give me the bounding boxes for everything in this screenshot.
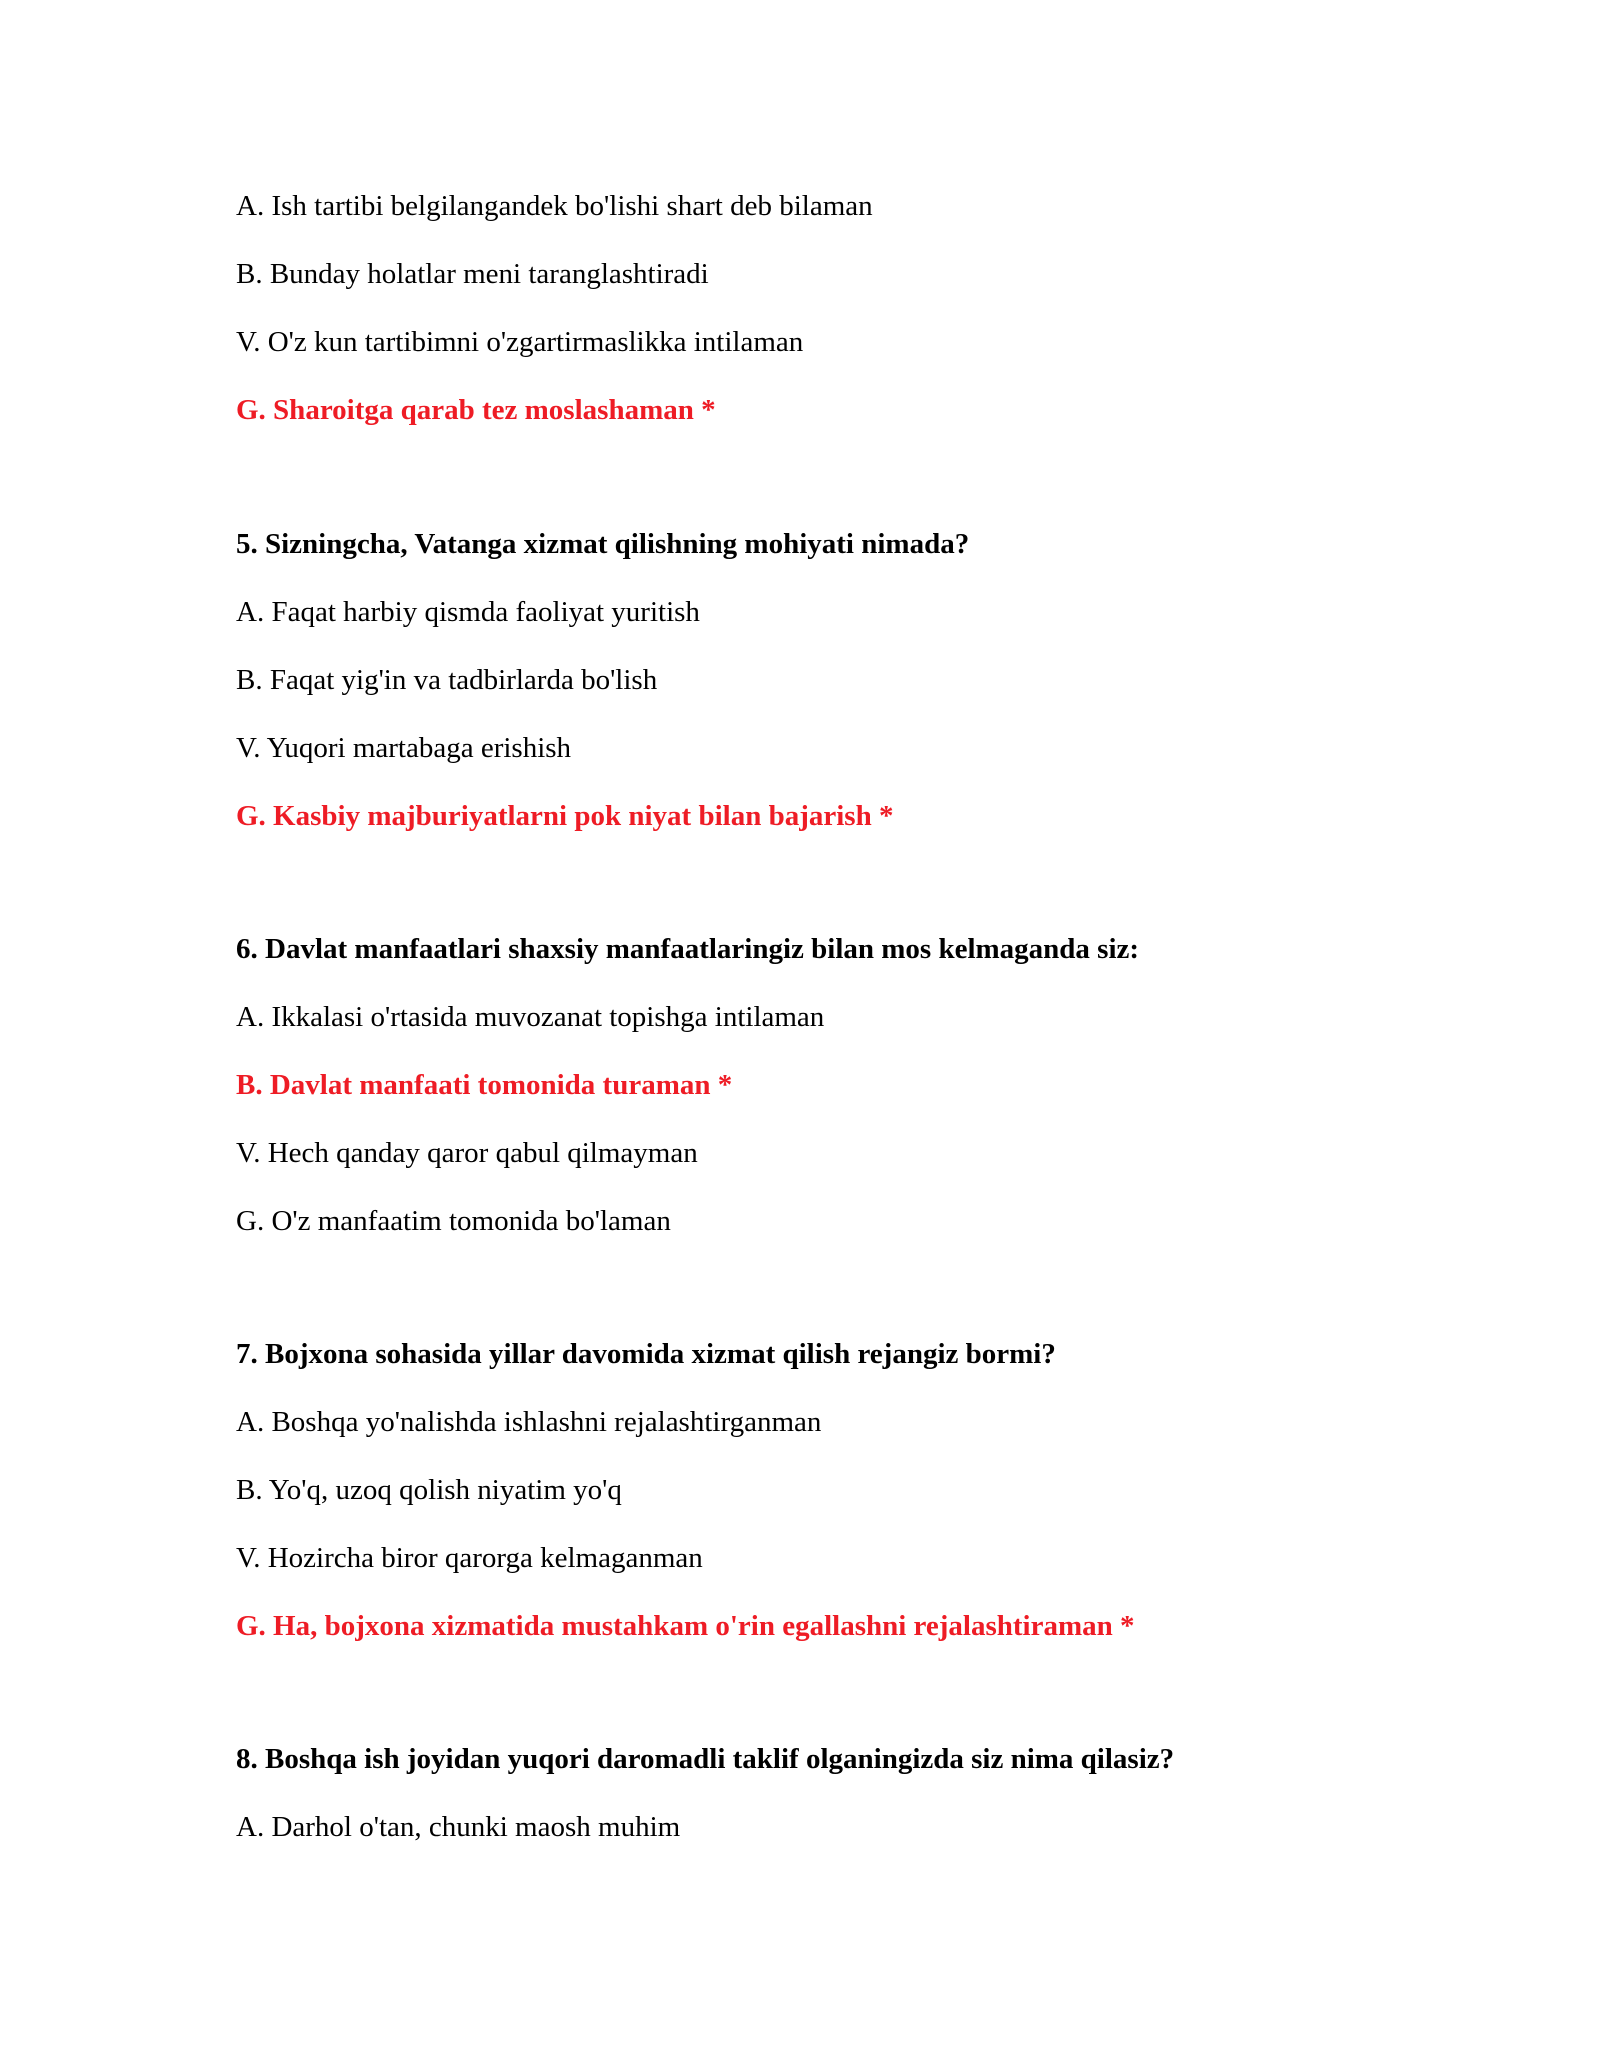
option-a: A. Faqat harbiy qismda faoliyat yuritish [236,596,700,628]
question-block-7 [236,1336,1536,1676]
question-block-5 [236,526,1536,866]
option-b-correct: B. Davlat manfaati tomonida turaman * [236,1069,733,1101]
option-a: A. Boshqa yo'nalishda ishlashni rejalashtirganman [236,1406,822,1438]
option-a: A. Ish tartibi belgilangandek bo'lishi shart deb bilaman [236,190,873,222]
option-g: G. O'z manfaatim tomonida bo'laman [236,1205,671,1237]
option-a: A. Ikkalasi o'rtasida muvozanat topishga intilaman [236,1001,825,1033]
option-v: V. Hozircha biror qarorga kelmaganman [236,1542,703,1574]
option-a: A. Darhol o'tan, chunki maosh muhim [236,1811,681,1843]
question-title: 8. Boshqa ish joyidan yuqori daromadli taklif olganingizda siz nima qilasiz? [236,1743,1175,1775]
question-title: 7. Bojxona sohasida yillar davomida xizmat qilish rejangiz bormi? [236,1338,1056,1370]
option-v: V. O'z kun tartibimni o'zgartirmaslikka intilaman [236,326,804,358]
question-title: 6. Davlat manfaatlari shaxsiy manfaatlaringiz bilan mos kelmaganda siz: [236,933,1140,965]
question-block-8 [236,1741,1536,1877]
option-v: V. Hech qanday qaror qabul qilmayman [236,1137,698,1169]
option-b: B. Yo'q, uzoq qolish niyatim yo'q [236,1474,622,1506]
question-title: 5. Sizningcha, Vatanga xizmat qilishning mohiyati nimada? [236,528,970,560]
question-block-6 [236,931,1536,1271]
option-v: V. Yuqori martabaga erishish [236,732,572,764]
option-g-correct: G. Ha, bojxona xizmatida mustahkam o'rin egallashni rejalashtiraman * [236,1610,1135,1642]
question-block-4 [236,188,1536,460]
option-b: B. Bunday holatlar meni taranglashtiradi [236,258,709,290]
option-b: B. Faqat yig'in va tadbirlarda bo'lish [236,664,658,696]
option-g-correct: G. Kasbiy majburiyatlarni pok niyat bilan bajarish * [236,800,894,832]
option-g-correct: G. Sharoitga qarab tez moslashaman * [236,394,716,426]
